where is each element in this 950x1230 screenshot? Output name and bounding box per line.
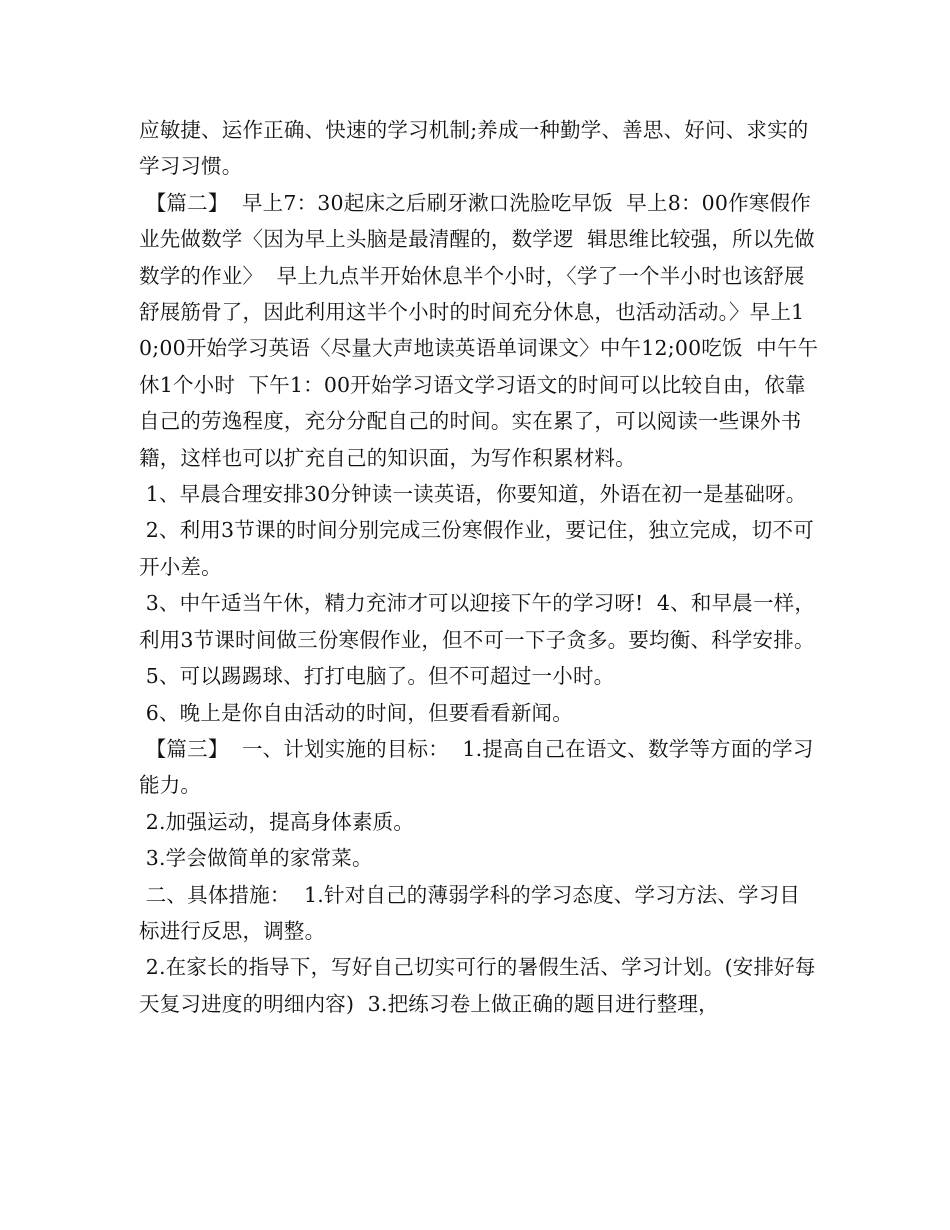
paragraph-part-three-goals: 【篇三】 一、计划实施的目标： 1.提高自己在语文、数学等方面的学习能力。: [139, 736, 814, 798]
paragraph-tip-6: 6、晚上是你自由活动的时间，但要看看新闻。: [139, 700, 573, 725]
paragraph-tip-5: 5、可以踢踢球、打打电脑了。但不可超过一小时。: [139, 664, 615, 689]
paragraph-part-two-schedule: 【篇二】 早上7：30起床之后刷牙漱口洗脸吃早饭 早上8：00作寒假作业先做数学〈因为早上头脑是最清醒的，数学逻 辑思维比较强，所以先做数学的作业〉 早上九点半开始休息半个小时，〈学了一个半小时也该舒展舒展筋骨了，因此利用这半个小时的时间充分休息，也活动活动。〉早上10;00开始学习英语〈尽量大声地读英语单词课文〉中午12;00吃饭 中午午休1个小时 下午1：00开始学习语文学习语文的时间可以比较自由，依靠自己的劳逸程度，充分分配自己的时间。实在累了，可以阅读一些课外书籍，这样也可以扩充自己的知识面，为写作积累材料。: [139, 190, 819, 470]
paragraph-goal-2: 2.加强运动，提高身体素质。: [139, 809, 415, 834]
paragraph-measures-1: 二、具体措施： 1.针对自己的薄弱学科的学习态度、学习方法、学习目标进行反思，调整。: [139, 882, 801, 943]
paragraph-intro-end: 应敏捷、运作正确、快速的学习机制;养成一种勤学、善思、好问、求实的学习习惯。: [139, 118, 809, 179]
paragraph-tip-3-4: 3、中午适当午休，精力充沛才可以迎接下午的学习呀! 4、和早晨一样，利用3节课时间做三份寒假作业，但不可一下子贪多。要均衡、科学安排。: [139, 591, 816, 652]
paragraph-tip-2: 2、利用3节课的时间分别完成三份寒假作业，要记住，独立完成，切不可开小差。: [139, 518, 814, 579]
document-body: [139, 112, 819, 1022]
paragraph-tip-1: 1、早晨合理安排30分钟读一读英语，你要知道，外语在初一是基础呀。: [139, 482, 807, 507]
paragraph-goal-3: 3.学会做简单的家常菜。: [139, 846, 373, 871]
paragraph-measures-2-3: 2.在家长的指导下，写好自己切实可行的暑假生活、学习计划。(安排好每天复习进度的明细内容) 3.把练习卷上做正确的题目进行整理，: [139, 955, 816, 1016]
